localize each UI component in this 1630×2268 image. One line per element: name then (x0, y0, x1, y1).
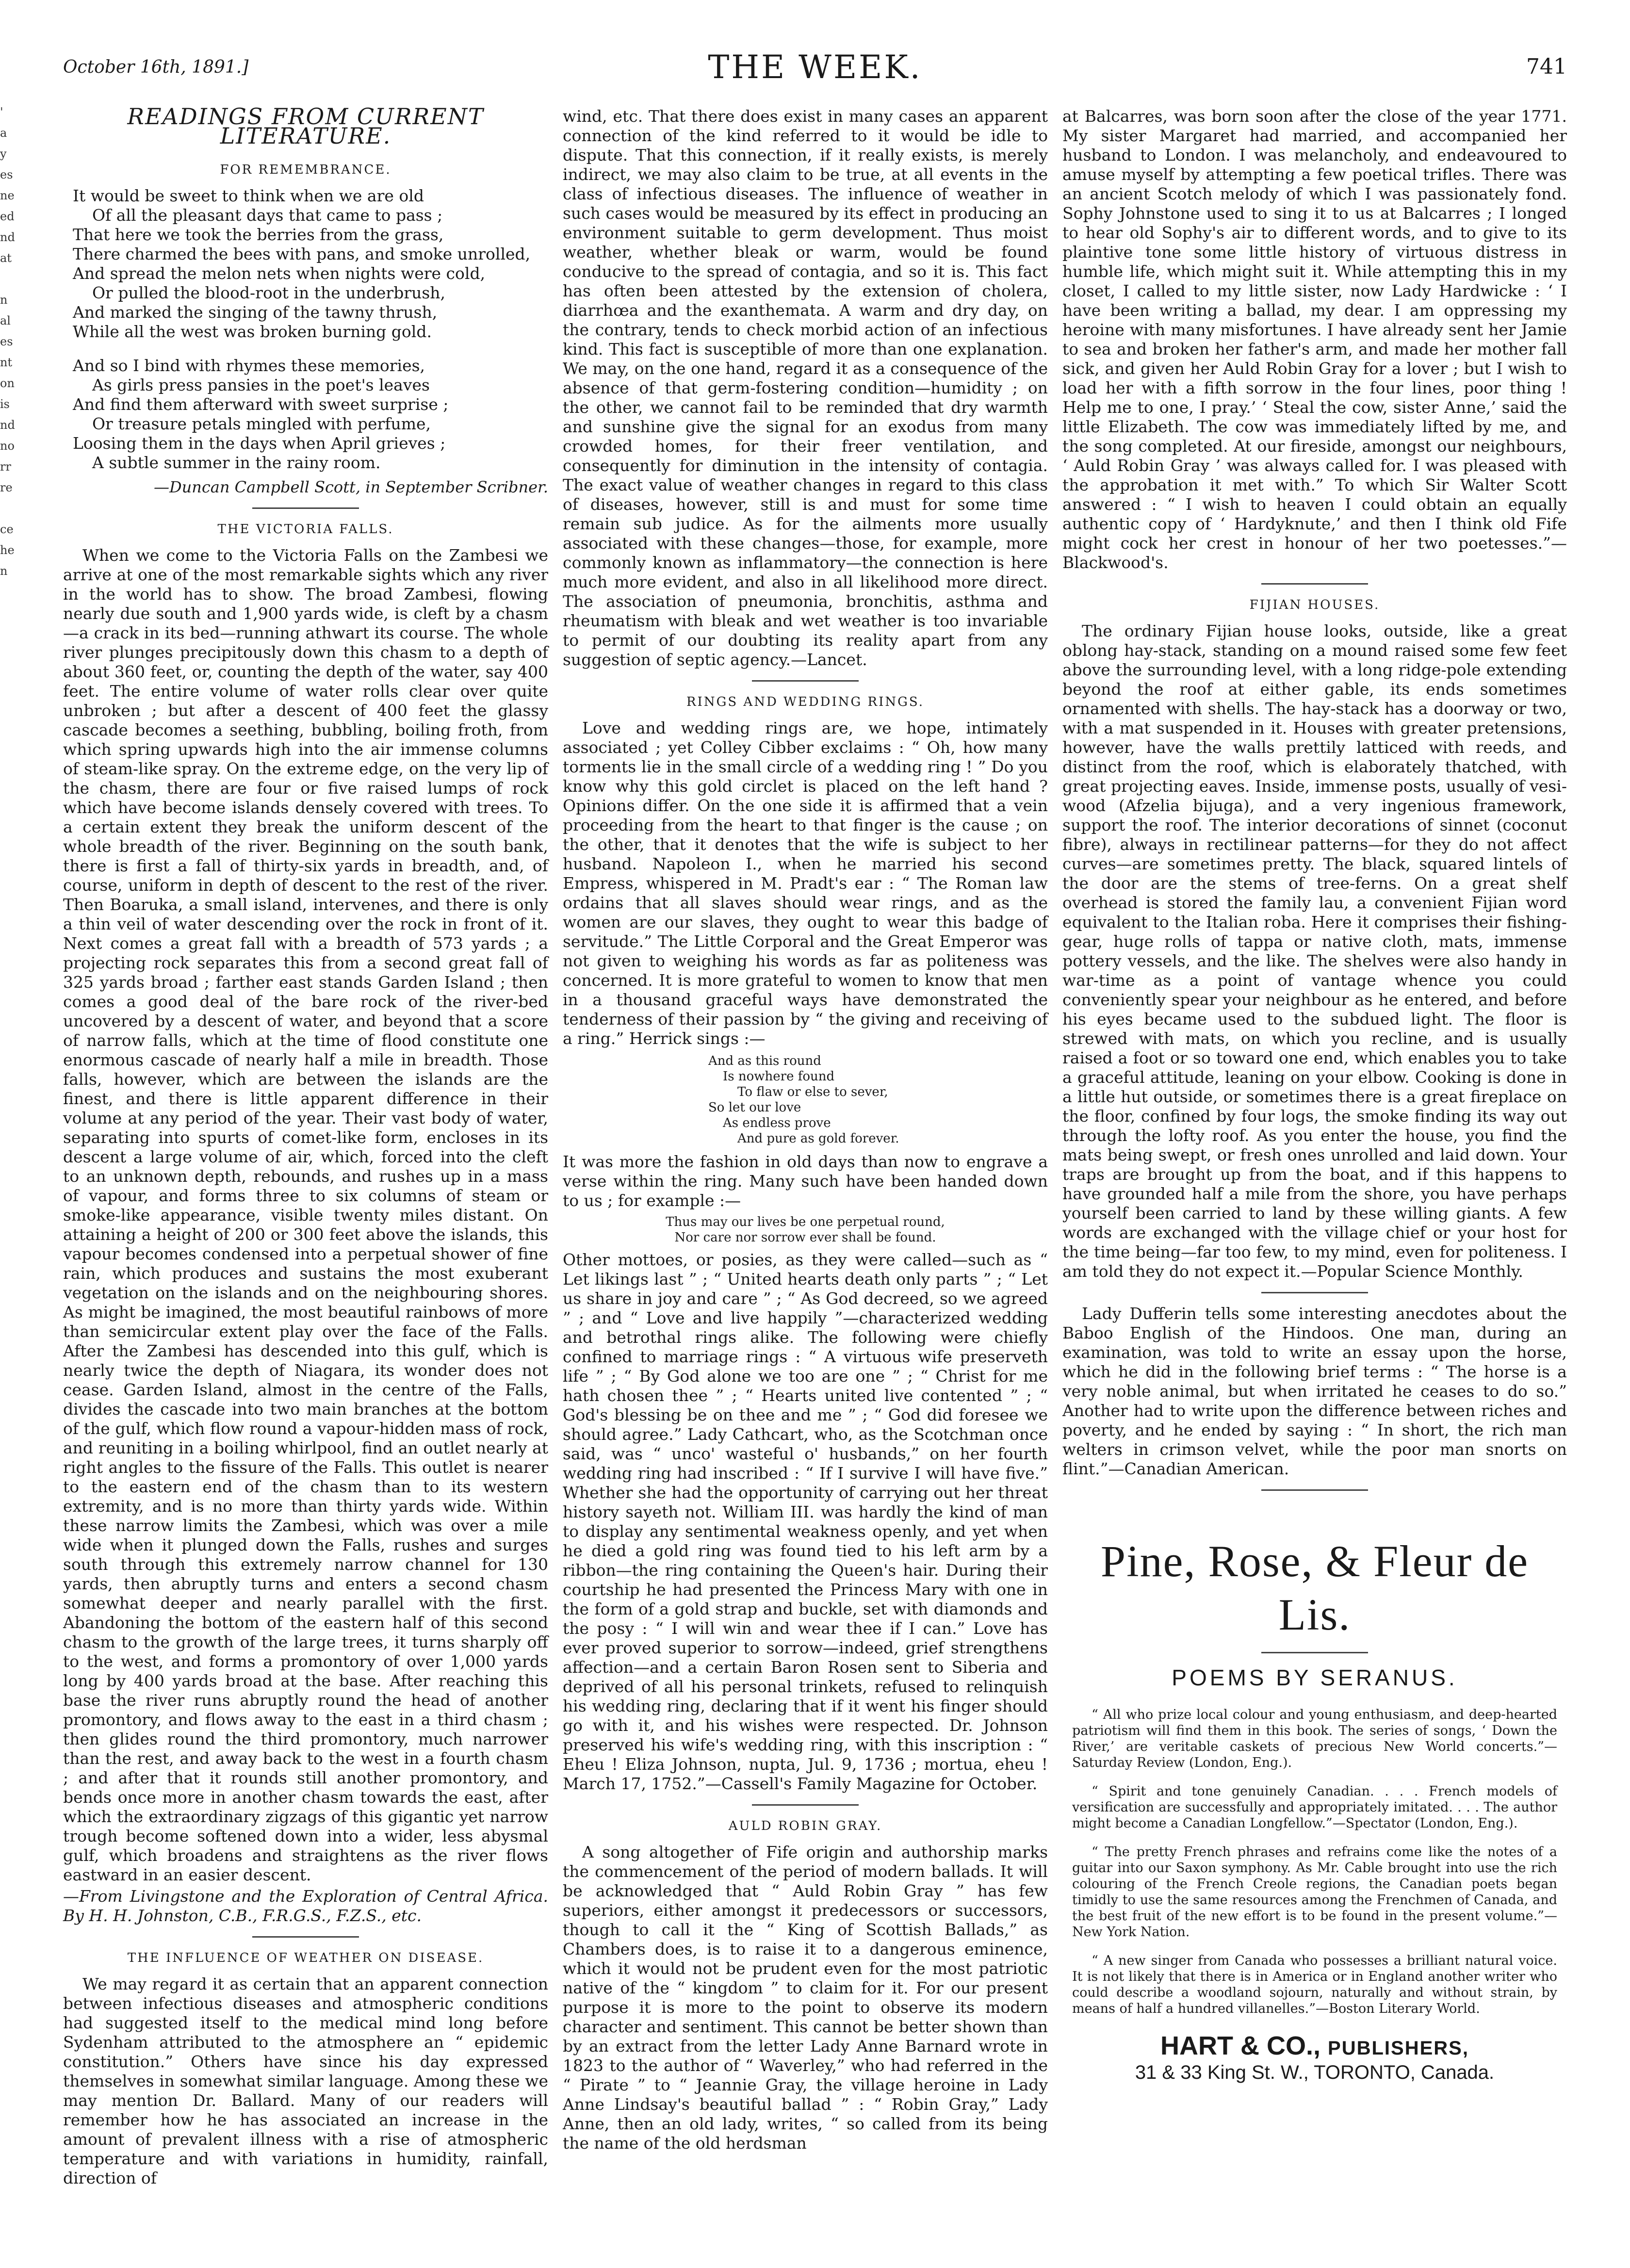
article-body-rings-1: Love and wedding rings are, we hope, intimately associated ; yet Colley Cibber exclaims : “ Oh, how many torments lie in the small circle of a wedding ring ! ” Do you know why this gold circlet is placed on the left hand ? Opinions differ. On the one side it is affirmed that a vein proceeding from the heart to that finger is the cause ; on the other, that it denotes that the wife is subject to her husband. Napoleon I., when he married his second Empress, whispered in M. Pradt's ear : “ The Roman law ordains that all slaves should wear rings, and as the women are our slaves, they ought to wear this badge of servitude.” The Little Corporal and the Great Emperor was not given to weighing his words as far as politeness was concerned. It is more grateful to women to know that men in a thousand graceful ways have demonstrated the tenderness of their passion by “ the giving and receiving of a ring.” Herrick sings :— (563, 718, 1048, 1048)
divider (1261, 1652, 1368, 1653)
left-margin-fragment: ' a y es ne ed nd at n al es nt on is nd no rr re ce he n (0, 105, 15, 578)
verse-line: And pure as gold forever. (737, 1131, 899, 1146)
poem-line: And marked the singing of the tawny thrush, (73, 303, 438, 322)
page-number: 741 (1526, 54, 1567, 79)
verse-line: Thus may our lives be one perpetual round, (666, 1215, 945, 1229)
review-quote: “ Spirit and tone genuinely Canadian. . . . French models of versification are successfully and appropriately imitated. . . . The author might become a Canadian Longfellow.”—Spectator (London, Eng.). (1072, 1784, 1557, 1831)
article-body-victoria-falls: When we come to the Victoria Falls on the Zambesi we arrive at one of the most remarkable sights which any river in the world has to show. The broad Zambesi, flowing nearly due south and 1,900 yards wide, is cleft by a chasm—a crack in its bed—running athwart its course. The whole river plunges precipitously down this chasm to a depth of about 360 feet, or, counting the depth of the water, say 400 feet. The entire volume of water rolls clear over quite unbroken ; but after a descent of 400 feet the glassy cascade becomes a seething, bubbling, boiling froth, from which spring upwards high into the air immense columns of steam-like spray. On the extreme edge, on the very lip of the chasm, there are four or five raised lumps of rock which have become islands densely covered with trees. To a certain extent they break the uniform descent of the whole breadth of the river. Beginning on the south bank, there is first a fall of thirty-six yards in breadth, and, of course, uniform in depth of descent to the rest of the river. Then Boaruka, a small island, intervenes, and there is only a thin veil of water descending over the rock in front of it. Next comes a great fall with a breadth of 573 yards ; a projecting rock separates this from a second great fall of 325 yards broad ; farther east stands Garden Island ; then comes a good deal of the bare rock of the river-bed uncovered by a descent of water, and beyond that a score of narrow falls, which at the time of flood constitute one enormous cascade of nearly half a mile in breadth. Those falls, however, which are between the islands are the finest, and there is little apparent difference in their volume at any period of the year. Their vast body of water, separating into spurts of comet-like form, encloses in its descent a large volume of air, which, forced into the cleft to an unknown depth, rebounds, and rushes up in a mass of vapour, and forms three to six columns of steam or smoke-like appearance, visible twenty miles distant. On attaining a height of 200 or 300 feet above the islands, this vapour becomes condensed into a perpetual shower of fine rain, which produces and sustains the most exuberant vegetation on the islands and on the neighbouring shores. As might be imagined, the most beautiful rainbows of more than semicircular extent play over the face of the Falls. After the Zambesi has descended into this gulf, which is nearly twice the depth of Niagara, its wonder does not cease. Garden Island, almost in the centre of the Falls, divides the cascade into two main branches at the bottom of the gulf, which flow round a vapour-hidden mass of rock, and reuniting in a boiling whirlpool, find an outlet nearly at right angles to the fissure of the Falls. This outlet is nearer to the eastern end of the chasm than to its western extremity, and is no more than thirty yards wide. Within these narrow limits the Zambesi, which was over a mile wide when it plunged down the Falls, rushes and surges south through this extremely narrow channel for 130 yards, then abruptly turns and enters a second chasm somewhat deeper and nearly parallel with the first. Abandoning the bottom of the eastern half of this second chasm to the growth of the large trees, it turns sharply off to the west, and forms a promontory of over 1,000 yards long by 400 yards broad at the base. After reaching this base the river runs abruptly round the head of another promontory, and flows away to the east in a third chasm ; then glides round the third promontory, much narrower than the rest, and away back to the west in a fourth chasm ; and after that it rounds still another promontory, and bends once more in another chasm towards the east, after which the extraordinary zigzags of this gigantic yet narrow trough become softened down into a wider, less abysmal gulf, which broadens and straightens as the river flows eastward in an easier descent. (63, 546, 548, 1884)
poem-line: That here we took the berries from the grass, (73, 225, 444, 244)
verse-line: So let our love (708, 1100, 801, 1115)
section-heading: READINGS FROM CURRENT LITERATURE. (127, 103, 484, 149)
poem-line: It would be sweet to think when we are old (73, 186, 424, 205)
article-body-auld-robin-gray: A song altogether of Fife origin and authorship marks the commencement of the period of modern ballads. It will be acknowledged that “ Auld Robin Gray ” has few superiors, either amongst it predecessors or successors, though to call it the “ King of Scottish Ballads,” as Chambers does, is to raise it to a dangerous eminence, which it would not be prudent even for the most patriotic native of the “ kingdom ” to claim for it. For our present purpose it is more to the point to observe its modern character and sentiment. This cannot be better shown than by an extract from the letter Lady Anne Barnard wrote in 1823 to the author of “ Waverley,” who had referred in the “ Pirate ” to “ Jeannie Gray, the village heroine in Lady Anne Lindsay's beautiful ballad ” : “ Robin Gray,” Lady Anne, then an old lady, writes, “ so called from its being the name of the old herdsman (563, 1843, 1048, 2153)
publisher-name (1062, 2031, 1567, 2060)
divider (1261, 583, 1368, 585)
poem-line: Loosing them in the days when April grieves ; (73, 434, 446, 453)
divider (752, 680, 859, 682)
article-title-rings: RINGS AND WEDDING RINGS. (686, 695, 925, 709)
publisher-firm: HART & CO., (1160, 2031, 1321, 2060)
article-body-rings-2: It was more the fashion in old days than now to engrave a verse within the ring. Many such have been handed down to us ; for example :— (563, 1152, 1048, 1210)
verse-line: Nor care nor sorrow ever shall be found. (674, 1230, 936, 1245)
poem-line: And so I bind with rhymes these memories, (73, 356, 425, 375)
divider (1261, 1489, 1368, 1491)
poem-line: Of all the pleasant days that came to pass ; (92, 206, 443, 225)
publisher-label: PUBLISHERS, (1328, 2038, 1469, 2059)
column-1 (63, 103, 548, 2190)
article-title-auld-robin-gray: AULD ROBIN GRAY. (728, 1819, 882, 1833)
divider (1261, 1292, 1368, 1293)
verse-line: Is nowhere found (723, 1069, 835, 1084)
article-title-fijian-houses: FIJIAN HOUSES. (1249, 598, 1380, 612)
verse-line: As endless prove (723, 1116, 831, 1130)
article-body-fijian-houses: The ordinary Fijian house looks, outside, like a great oblong hay-stack, standing on a mound raised some few feet above the surrounding level, with a long ridge-pole extending beyond the roof at either gable, its ends sometimes ornamented with shells. The hay-stack has a doorway or two, with a mat suspended in it. Houses with greater pretensions, however, have the walls prettily latticed with reeds, and distinct from the roof, which is elaborately thatched, with great projecting eaves. Inside, immense posts, usually of vesi-wood (Afzelia bijuga), and a very ingenious framework, support the roof. The interior decorations of sinnet (coconut fibre), always in rectilinear patterns—for they do not affect curves—are sometimes pretty. The black, squared lintels of the door are the stems of tree-ferns. On a great shelf overhead is stored the family lau, a convenient Fijian word equivalent to the Italian roba. Here it comprises their fishing-gear, huge rolls of tappa or native cloth, mats, immense pottery vessels, and the like. The shelves were also handy in war-time as a point of vantage whence you could conveniently spear your neighbour as he entered, and before his eyes became used to the subdued light. The floor is strewed with mats, on which you recline, and is usually raised a foot or so toward one end, which enables you to take a graceful attitude, leaning on your elbow. Cooking is done in a little hut outside, or sometimes there is a great fireplace on the floor, confined by four logs, the smoke finding its way out through the lofty roof. As you enter the house, you find the mats being swept, or fresh ones unrolled and laid down. Your traps are brought up from the boat, and if this happens to have grounded half a mile from the shore, you have perhaps yourself been carried to land by these willing giants. A few words are exchanged with the village chief or your host for the time being—far too few, to my mind, even for politeness. I am told they do not expect it.—Popular Science Monthly. (1062, 621, 1567, 1281)
article-title-remembrance: FOR REMEMBRANCE. (220, 163, 391, 177)
page-header (63, 49, 1567, 87)
advertisement-title: Pine, Rose, & Fleur de Lis. (1100, 1536, 1529, 1639)
article-body-weather-continued: wind, etc. That there does exist in many cases an apparent connection of the kind referred to it would be idle to dispute. That this connection, if it really exists, is merely indirect, we may also claim to be true, at all events in the class of infectious diseases. The influence of weather in such cases would be measured by its effect in producing an environment suitable to germ development. Thus moist weather, whether bleak or warm, would be found conducive to the spread of contagia, and so it is. This fact has often been attested by the extension of cholera, diarrhœa and the exanthemata. A warm and dry day, on the contrary, tends to check morbid action of an infectious kind. This fact is susceptible of more than one explanation. We may, on the one hand, regard it as a consequence of the absence of that germ-fostering condition—humidity ; on the other, we cannot fail to be reminded that dry warmth and sunshine give the signal for an exodus from many crowded homes, for their freer ventilation, and consequently for diminution in the intensity of contagia. The exact value of weather changes in regard to this class of diseases, however, still is and must for some time remain sub judice. As for the ailments more usually associated with these changes—those, for example, more commonly known as inflammatory—the connection is here much more evident, and also in all likelihood more direct. The association of pneumonia, bronchitis, asthma and rheumatism with bleak and wet weather is too invariable to permit of our doubting its reality apart from any suggestion of septic agency.—Lancet. (563, 107, 1048, 669)
article-body-weather: We may regard it as certain that an apparent connection between infectious diseases and atmospheric conditions had suggested itself to the medical mind long before Sydenham attributed to the atmosphere an “ epidemic constitution.” Others have since his day expressed themselves in somewhat similar language. Among these we may mention Dr. Ballard. Many of our readers will remember how he has associated an increase in the amount of prevalent illness with a rise of atmospheric temperature and with variations in humidity, rainfall, direction of (63, 1974, 548, 2187)
article-body-rings-3: Other mottoes, or posies, as they were called—such as “ Let likings last ” ; “ United hearts death only parts ” ; “ Let us share in joy and care ” ; “ As God decreed, so we agreed ” ; and “ Love and live happily ”—characterized wedding and betrothal rings alike. The following were chiefly confined to marriage rings : “ A virtuous wife preserveth life ” ; “ By God alone we too are one ” ; “ Christ for me hath chosen thee ” ; “ Hearts united live contented ” ; “ God's blessing be on thee and me ” ; “ God did foresee we should agree.” Lady Cathcart, who, as the Scotchman once said, was “ unco' wasteful o' husbands,” on her fourth wedding ring had inscribed : “ If I survive I will have five.” Whether she had the opportunity of carrying out her threat history sayeth not. William III. was hardly the kind of man to display any sentimental weakness openly, and yet when he died a gold ring was found tied to his left arm by a ribbon—the ring containing the Queen's hair. During their courtship he had presented the Princess Mary with one in the form of a gold strap and buckle, set with diamonds and the posy : “ I will win and wear thee if I can.” Love has ever proved superior to sorrow—indeed, grief strengthens affection—and a certain Baron Rosen sent to Siberia and deprived of all his personal trinkets, refused to relinquish his wedding ring, declaring that if it went his finger should go with it, and his wishes were respected. Dr. Johnson preserved his wife's wedding ring, with this inscription : “ Eheu ! Eliza Johnson, nupta, Jul. 9, 1736 ; mortua, eheu ! March 17, 1752.”—Cassell's Family Magazine for October. (563, 1250, 1048, 1793)
stanza-break (73, 342, 548, 356)
article-title-weather: THE INFLUENCE OF WEATHER ON DISEASE. (127, 1951, 484, 1965)
herrick-verse (708, 1053, 1048, 1146)
issue-date: October 16th, 1891.] (63, 57, 249, 77)
review-quote: “ The pretty French phrases and refrains come like the notes of a guitar into our Saxon symphony. As Mr. Cable brought into use the rich colouring of the French Creole regions, the Canadian poets began timidly to use the same resources among the Frenchmen of Canada, and the best fruit of the new effort is to be found in the present volume.”—New York Nation. (1072, 1844, 1557, 1940)
poem-line: Or pulled the blood-root in the underbrush, (92, 283, 446, 302)
poem-line: A subtle summer in the rainy room. (92, 453, 381, 472)
ring-motto (563, 1214, 1048, 1245)
publication-title: THE WEEK. (708, 49, 922, 86)
article-body-auld-robin-gray-continued: at Balcarres, was born soon after the close of the year 1771. My sister Margaret had married, and accompanied her husband to London. I was melancholy, and endeavoured to amuse myself by attempting a few poetical trifles. There was an ancient Scotch melody of which I was passionately fond. Sophy Johnstone used to sing it to us at Balcarres ; I longed to hear old Sophy's air to different words, and to give to its plaintive tone some little history of virtuous distress in humble life, which might suit it. While attempting this in my closet, I called to my little sister, now Lady Hardwicke : ‘ I have been writing a ballad, my dear. I am oppressing my heroine with many misfortunes. I have already sent her Jamie to sea and broken her father's arm, and made her mother fall sick, and given her Auld Robin Gray for a lover ; but I wish to load her with a fifth sorrow in the four lines, poor thing ! Help me to one, I pray.’ ‘ Steal the cow, sister Anne,’ said the little Elizabeth. The cow was immediately lifted by me, and the song completed. At our fireside, amongst our neighbours, ‘ Auld Robin Gray ’ was always called for. I was pleased with the approbation it met with.” To which Sir Walter Scott answered : “ I wish to heaven I could obtain an equally authentic copy of ‘ Hardyknute,’ and then I think old Fife might cock her crest in honour of her two poetesses.”—Blackwood's. (1062, 107, 1567, 572)
poem-remembrance (73, 186, 548, 473)
advertisement-subtitle: POEMS BY SERANUS. (1172, 1665, 1458, 1690)
verse-line: And as this round (708, 1054, 821, 1068)
verse-line: To flaw or else to sever, (737, 1085, 888, 1099)
review-quote: “ A new singer from Canada who possesses a brilliant natural voice. It is not likely that there is in America or in England another writer who could describe a woodland sojourn, naturally and without strain, by means of half a hundred villanelles.”—Boston Literary World. (1072, 1953, 1557, 2016)
column-3 (1062, 107, 1567, 2082)
divider (252, 1936, 359, 1938)
attribution: —Duncan Campbell Scott, in September Scribner. (153, 478, 548, 496)
divider (252, 507, 359, 509)
poem-line: And find them afterward with sweet surprise ; (73, 395, 449, 414)
article-title-victoria-falls: THE VICTORIA FALLS. (217, 522, 394, 537)
poem-line: And spread the melon nets when nights were cold, (73, 264, 486, 283)
column-2 (563, 107, 1048, 2155)
poem-line: As girls press pansies in the poet's leaves (92, 375, 430, 394)
article-body-lady-dufferin: Lady Dufferin tells some interesting anecdotes about the Baboo English of the Hindoos. One man, during an examination, was told to write an essay upon the horse, which he did in the following brief terms : “ The horse is a very noble animal, but when irritated he ceases to do so.” Another had to write upon the difference between riches and poverty, and he ended by saying : “ In short, the rich man welters in crimson velvet, while the poor man snorts on flint.”—Canadian American. (1062, 1304, 1567, 1478)
poem-line: While all the west was broken burning gold. (73, 322, 432, 341)
attribution: —From Livingstone and the Exploration of Central Africa. By H. H. Johnston, C.B., F.R.G.S., F.Z.S., etc. (63, 1887, 548, 1925)
book-advertisement (1062, 1534, 1567, 2082)
review-quote: “ All who prize local colour and young enthusiasm, and deep-hearted patriotism will find them in this book. The series of songs, ‘ Down the River,’ are veritable caskets of precious New World concerts.”—Saturday Review (London, Eng.). (1072, 1707, 1557, 1770)
poem-line: There charmed the bees with pans, and smoke unrolled, (73, 245, 531, 263)
poem-line: Or treasure petals mingled with perfume, (92, 414, 431, 433)
divider (752, 1804, 859, 1806)
publisher-address: 31 & 33 King St. W., TORONTO, Canada. (1135, 2062, 1495, 2083)
